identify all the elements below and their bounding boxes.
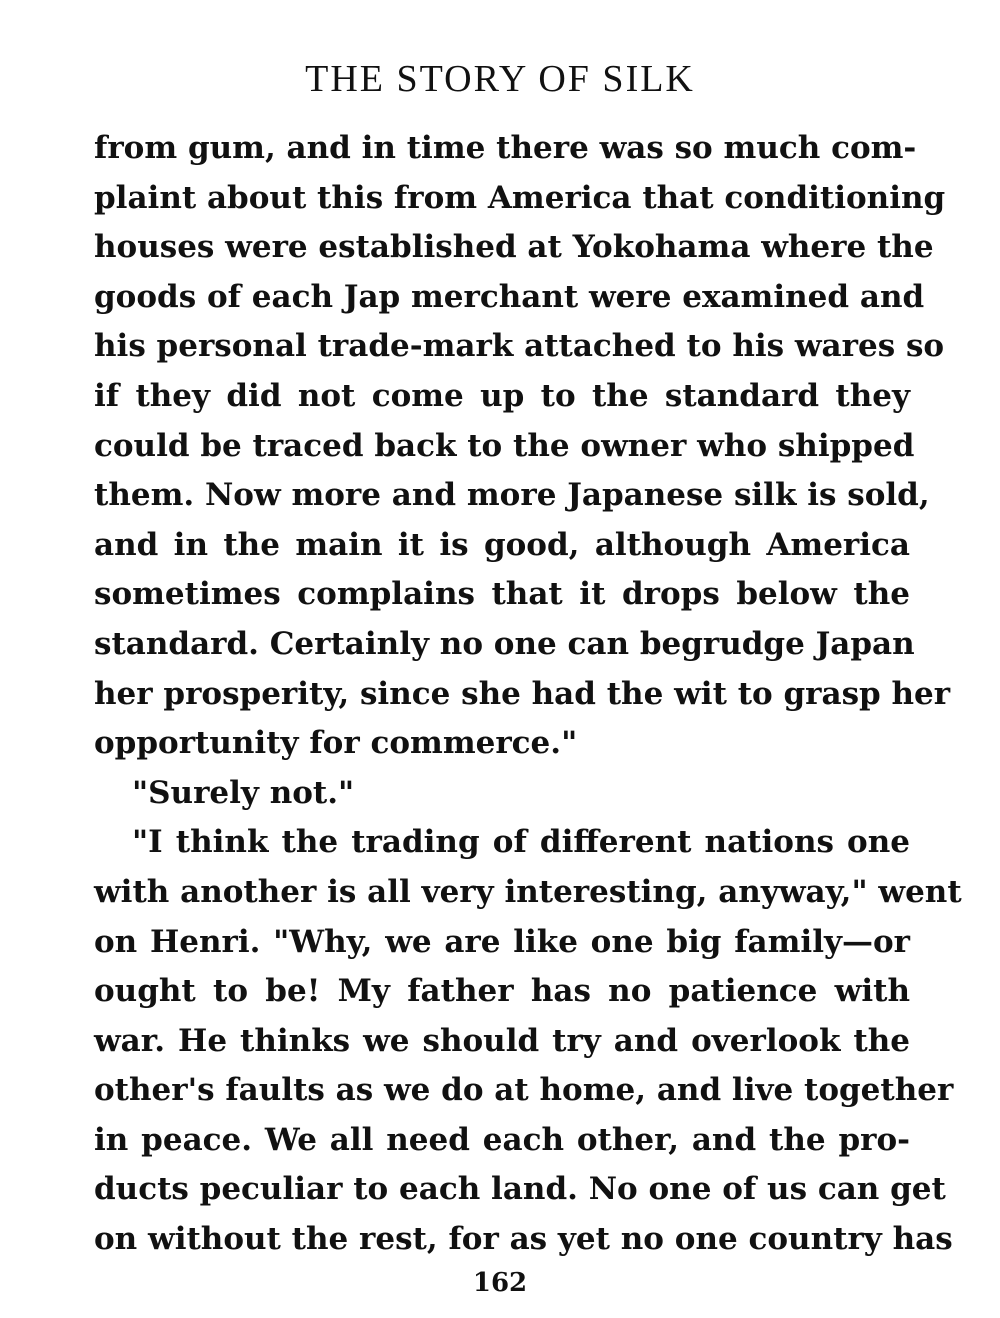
- text-line: if they did not come up to the standard they: [94, 377, 910, 414]
- text-line: ought to be! My father has no patience with: [94, 973, 910, 1010]
- text-line: ducts peculiar to each land. No one of us can get: [94, 1171, 946, 1208]
- running-head: THE STORY OF SILK: [305, 58, 695, 100]
- text-line: on Henri. "Why, we are like one big family—or: [94, 923, 910, 960]
- text-line: and in the main it is good, although America: [94, 526, 910, 563]
- text-line: her prosperity, since she had the wit to grasp her: [94, 675, 951, 712]
- text-line: standard. Certainly no one can begrudge Japan: [94, 625, 915, 662]
- text-line: with another is all very interesting, anyway," went: [94, 873, 962, 910]
- paragraph-start-line: "I think the trading of different nations one: [132, 824, 910, 861]
- text-line: war. He thinks we should try and overlook the: [94, 1022, 910, 1059]
- text-line: sometimes complains that it drops below the: [94, 576, 910, 613]
- text-line: his personal trade-mark attached to his wares so: [94, 328, 945, 365]
- dialogue-line: "Surely not.": [132, 774, 355, 811]
- text-line: goods of each Jap merchant were examined and: [94, 278, 925, 315]
- text-line: houses were established at Yokohama where the: [94, 229, 934, 266]
- body-text: [94, 124, 962, 1265]
- text-line: other's faults as we do at home, and live together: [94, 1072, 954, 1109]
- text-line: plaint about this from America that conditioning: [94, 179, 946, 216]
- paragraph-end-line: opportunity for commerce.": [94, 725, 578, 762]
- page-number: 162: [472, 1268, 528, 1298]
- text-line: on without the rest, for as yet no one country has: [94, 1221, 953, 1258]
- text-line: from gum, and in time there was so much com-: [94, 130, 917, 166]
- text-line: could be traced back to the owner who shipped: [94, 427, 915, 464]
- text-line: in peace. We all need each other, and the pro-: [94, 1121, 910, 1158]
- text-line: them. Now more and more Japanese silk is sold,: [94, 477, 930, 514]
